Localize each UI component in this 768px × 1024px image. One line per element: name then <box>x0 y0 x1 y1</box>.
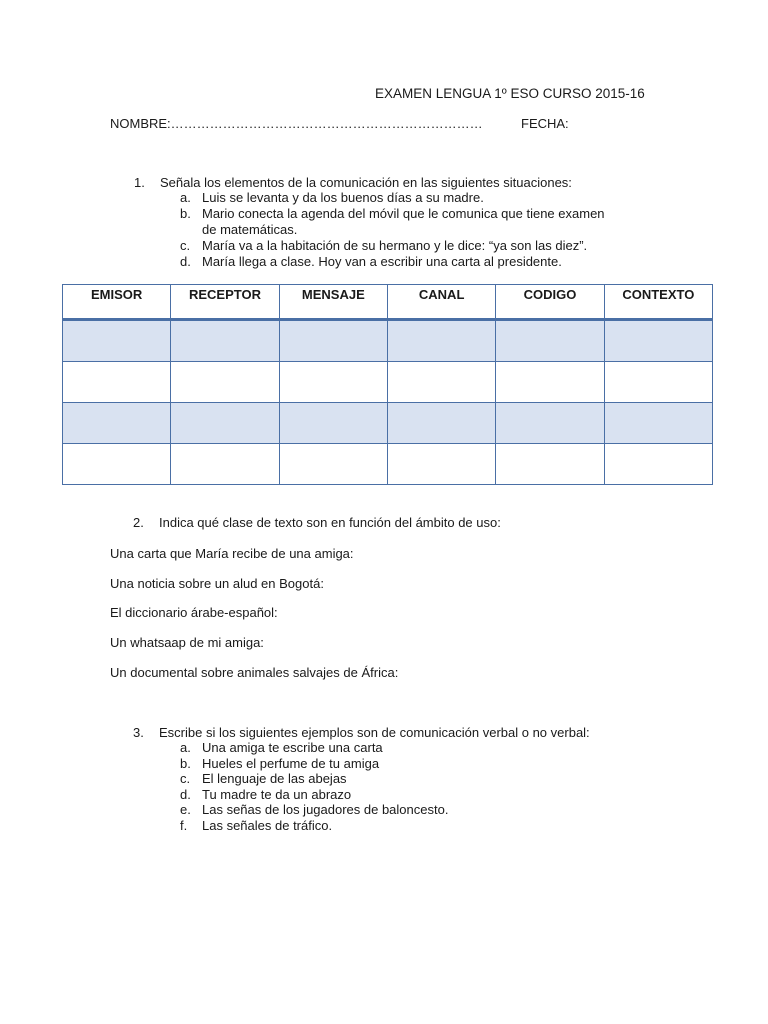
item-text: Hueles el perfume de tu amiga <box>202 755 380 771</box>
header-contexto: CONTEXTO <box>604 285 712 320</box>
q2-line-2: Una noticia sobre un alud en Bogotá: <box>110 576 324 591</box>
table-cell[interactable] <box>387 362 495 403</box>
table-cell[interactable] <box>604 444 712 485</box>
table-cell[interactable] <box>171 362 279 403</box>
header-mensaje: MENSAJE <box>279 285 387 320</box>
item-letter: a. <box>180 740 191 755</box>
item-letter: e. <box>180 802 191 817</box>
q3-item-b <box>180 756 379 772</box>
q3-item-d <box>180 787 351 803</box>
communication-elements-table <box>62 284 713 485</box>
q3-item-a <box>180 740 383 756</box>
q1-item-c <box>180 238 587 254</box>
q2-line-1: Una carta que María recibe de una amiga: <box>110 546 354 561</box>
table-cell[interactable] <box>279 320 387 362</box>
question-2-prompt <box>133 515 501 531</box>
table-row <box>63 444 713 485</box>
table-cell[interactable] <box>387 444 495 485</box>
question-1-text: Señala los elementos de la comunicación en las siguientes situaciones: <box>160 175 572 190</box>
item-letter: d. <box>180 254 191 269</box>
item-letter: f. <box>180 817 188 833</box>
name-field-label: NOMBRE:……………………………………………………………… <box>110 116 483 131</box>
table-header-row <box>63 285 713 320</box>
table-cell[interactable] <box>604 403 712 444</box>
table-cell[interactable] <box>279 362 387 403</box>
table-row <box>63 320 713 362</box>
question-1-prompt <box>134 175 572 191</box>
table-cell[interactable] <box>171 320 279 362</box>
q1-item-d <box>180 254 562 270</box>
question-3-number: 3. <box>133 725 144 740</box>
table-cell[interactable] <box>604 362 712 403</box>
item-text: Mario conecta la agenda del móvil que le comunica que tiene examen <box>202 206 605 221</box>
header-emisor: EMISOR <box>63 285 171 320</box>
question-2-number: 2. <box>133 515 144 530</box>
item-text: El lenguaje de las abejas <box>202 771 347 786</box>
table-row <box>63 362 713 403</box>
q3-item-e <box>180 802 448 818</box>
table-cell[interactable] <box>496 403 604 444</box>
q3-item-c <box>180 771 347 787</box>
item-letter: a. <box>180 190 191 205</box>
table-cell[interactable] <box>496 444 604 485</box>
q2-line-5: Un documental sobre animales salvajes de África: <box>110 665 399 680</box>
header-receptor: RECEPTOR <box>171 285 279 320</box>
table-cell[interactable] <box>387 320 495 362</box>
table-cell[interactable] <box>171 444 279 485</box>
question-2-text: Indica qué clase de texto son en función del ámbito de uso: <box>159 515 501 530</box>
item-letter: b. <box>180 755 191 771</box>
exam-title: EXAMEN LENGUA 1º ESO CURSO 2015-16 <box>375 86 645 101</box>
table-cell[interactable] <box>63 444 171 485</box>
table-cell[interactable] <box>63 320 171 362</box>
item-text: Tu madre te da un abrazo <box>202 786 352 802</box>
item-text: María llega a clase. Hoy van a escribir una carta al presidente. <box>202 254 562 269</box>
q2-line-4: Un whatsaap de mi amiga: <box>110 635 264 650</box>
question-3-prompt <box>133 725 590 741</box>
item-text: Luis se levanta y da los buenos días a su madre. <box>202 190 484 205</box>
table-cell[interactable] <box>63 362 171 403</box>
table-cell[interactable] <box>604 320 712 362</box>
item-text: Las señales de tráfico. <box>202 817 333 833</box>
q2-line-3: El diccionario árabe-español: <box>110 605 278 620</box>
item-text: Una amiga te escribe una carta <box>202 740 383 755</box>
item-text: María va a la habitación de su hermano y le dice: “ya son las diez”. <box>202 238 588 253</box>
item-text: Las señas de los jugadores de baloncesto. <box>202 802 449 817</box>
q1-item-b-continuation: de matemáticas. <box>202 222 298 237</box>
table-cell[interactable] <box>279 403 387 444</box>
q3-item-f <box>180 818 332 834</box>
table-cell[interactable] <box>496 320 604 362</box>
question-1-number: 1. <box>134 175 145 190</box>
table-cell[interactable] <box>496 362 604 403</box>
header-canal: CANAL <box>387 285 495 320</box>
q1-item-a <box>180 190 484 206</box>
item-letter: b. <box>180 206 191 221</box>
header-codigo: CODIGO <box>496 285 604 320</box>
item-letter: d. <box>180 786 191 802</box>
table-cell[interactable] <box>63 403 171 444</box>
table-cell[interactable] <box>171 403 279 444</box>
item-letter: c. <box>180 238 191 253</box>
item-letter: c. <box>180 771 191 786</box>
table-row <box>63 403 713 444</box>
date-field-label: FECHA: <box>521 116 569 131</box>
q1-item-b <box>180 206 605 222</box>
table-cell[interactable] <box>387 403 495 444</box>
question-3-text: Escribe si los siguientes ejemplos son de comunicación verbal o no verbal: <box>159 725 590 740</box>
table-cell[interactable] <box>279 444 387 485</box>
